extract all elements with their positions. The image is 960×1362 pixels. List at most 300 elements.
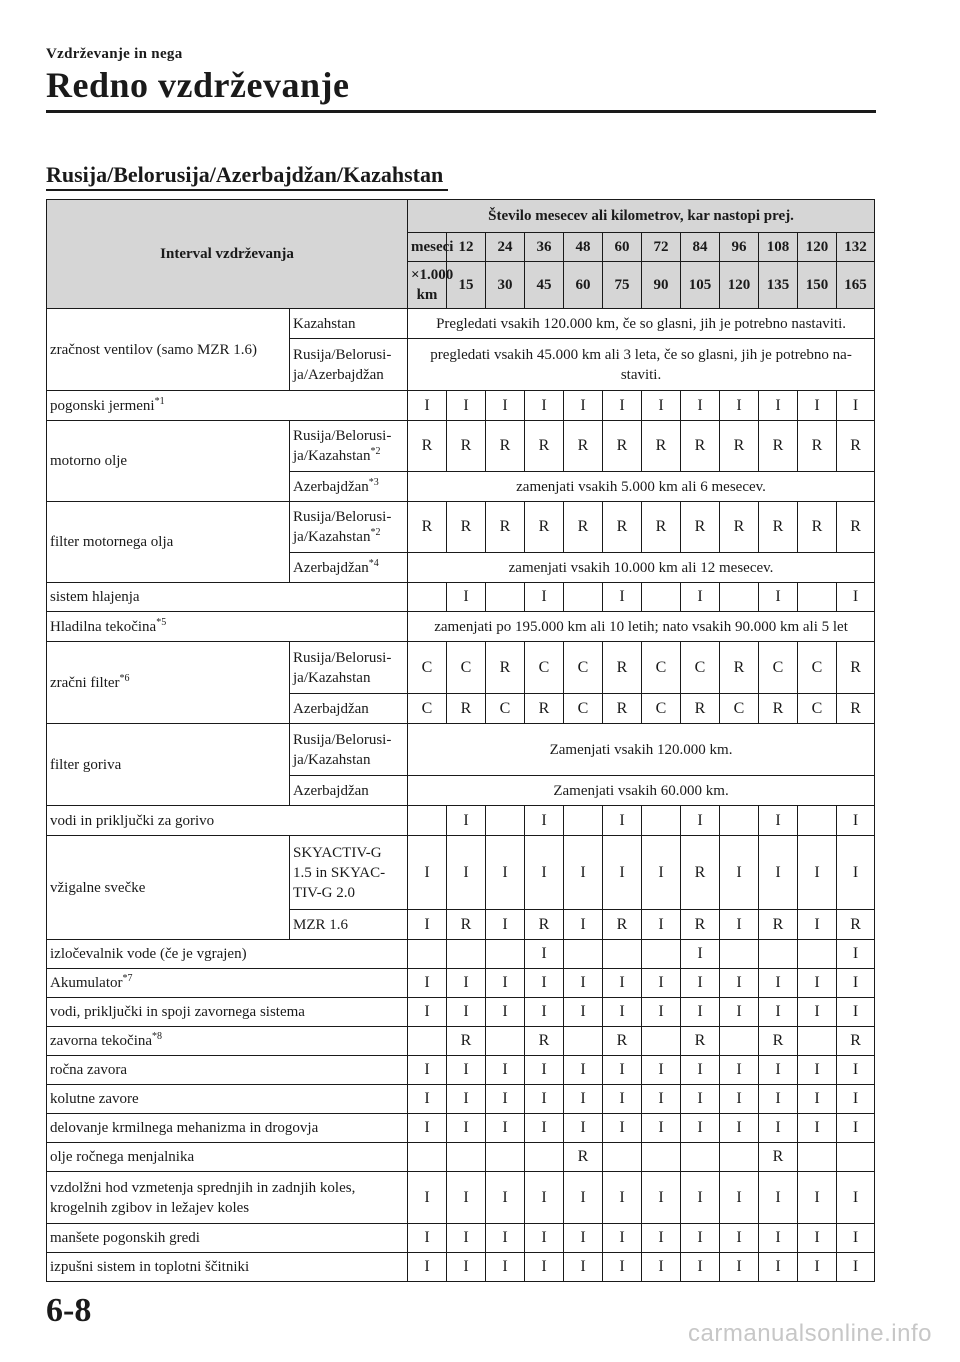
interval-cell: I (837, 1172, 875, 1224)
interval-cell (720, 940, 759, 969)
month-cell: 24 (486, 233, 525, 262)
table-row (47, 612, 875, 642)
interval-cell: R (642, 502, 681, 553)
item-name: vodi, priključki in spoji zavornega sistema (47, 998, 408, 1027)
section-heading: Vzdrževanje in nega (46, 46, 183, 62)
item-drive-belts: pogonski jermeni$^{*1}$ (47, 391, 408, 421)
km-cell: 150 (798, 262, 837, 309)
interval-cell: R (603, 694, 642, 724)
interval-cell: R (603, 642, 642, 694)
interval-cell: I (798, 969, 837, 998)
interval-cell: I (564, 391, 603, 421)
interval-cell (642, 583, 681, 612)
interval-cell: R (525, 502, 564, 553)
month-cell: 120 (798, 233, 837, 262)
table-row (47, 502, 875, 553)
interval-cell: R (759, 1027, 798, 1056)
item-coolant: Hladilna tekočina$^{*5}$ (47, 612, 408, 642)
item-name: vzdolžni hod vzmetenja sprednjih in zadnjih koles, krogelnih zgibov in ležajev koles (47, 1172, 408, 1224)
interval-note: Zamenjati vsakih 120.000 km. (408, 724, 875, 776)
interval-cell: R (447, 910, 486, 940)
item-fuel-filter: filter goriva (47, 724, 290, 806)
interval-cell: I (798, 1056, 837, 1085)
table-row (47, 724, 875, 776)
interval-note: zamenjati po 195.000 km ali 10 letih; nato vsakih 90.000 km ali 5 let (408, 612, 875, 642)
interval-cell: C (798, 694, 837, 724)
interval-cell: R (759, 421, 798, 472)
interval-cell: I (837, 1253, 875, 1282)
interval-cell: C (408, 642, 447, 694)
interval-cell: R (681, 694, 720, 724)
interval-cell: R (603, 1027, 642, 1056)
interval-cell: I (837, 1085, 875, 1114)
interval-cell: R (525, 1027, 564, 1056)
interval-cell: I (408, 836, 447, 910)
interval-cell: I (681, 1085, 720, 1114)
interval-cell: I (525, 836, 564, 910)
month-cell: 84 (681, 233, 720, 262)
interval-cell: I (525, 391, 564, 421)
region-label: Rusija/Belorusi-ja/Azerbajdžan (290, 339, 408, 391)
interval-cell (798, 940, 837, 969)
km-cell: 120 (720, 262, 759, 309)
interval-cell: C (759, 642, 798, 694)
interval-cell: I (525, 1056, 564, 1085)
interval-cell (486, 940, 525, 969)
interval-note: pregledati vsakih 45.000 km ali 3 leta, če so glasni, jih je potrebno na-staviti. (408, 339, 875, 391)
interval-cell: R (837, 642, 875, 694)
interval-cell: I (759, 1056, 798, 1085)
maintenance-schedule-table (46, 199, 875, 1282)
interval-cell: R (759, 502, 798, 553)
interval-cell: I (486, 1253, 525, 1282)
interval-cell: I (759, 1114, 798, 1143)
interval-cell: I (759, 391, 798, 421)
interval-cell: I (603, 1253, 642, 1282)
interval-cell: I (447, 583, 486, 612)
subtitle-underline (46, 189, 448, 191)
interval-cell: C (564, 642, 603, 694)
interval-cell: R (681, 1027, 720, 1056)
item-name: ročna zavora (47, 1056, 408, 1085)
interval-cell: I (681, 583, 720, 612)
months-label: meseci (408, 233, 447, 262)
interval-cell: I (603, 836, 642, 910)
interval-cell: I (408, 1085, 447, 1114)
interval-cell: R (759, 1143, 798, 1172)
interval-cell (564, 940, 603, 969)
interval-cell: R (681, 910, 720, 940)
interval-cell: I (447, 1224, 486, 1253)
page-number: 6-8 (46, 1292, 92, 1329)
interval-cell: I (837, 969, 875, 998)
interval-cell (486, 1143, 525, 1172)
interval-cell: R (720, 502, 759, 553)
interval-cell (798, 1143, 837, 1172)
interval-cell: I (759, 583, 798, 612)
interval-cell: I (486, 1056, 525, 1085)
interval-note: zamenjati vsakih 5.000 km ali 6 mesecev. (408, 472, 875, 502)
interval-cell: I (525, 583, 564, 612)
interval-cell: I (681, 1056, 720, 1085)
region-label: Rusija/Belorusi-ja/Kazahstan$^{*2}$ (290, 502, 408, 553)
interval-cell: I (603, 1114, 642, 1143)
km-cell: 15 (447, 262, 486, 309)
interval-cell: I (525, 1253, 564, 1282)
interval-cell: I (681, 806, 720, 836)
interval-cell: I (603, 998, 642, 1027)
region-subtitle: Rusija/Belorusija/Azerbajdžan/Kazahstan (46, 162, 444, 187)
interval-cell (408, 806, 447, 836)
interval-cell: I (564, 1114, 603, 1143)
item-name: olje ročnega menjalnika (47, 1143, 408, 1172)
interval-cell: I (681, 1172, 720, 1224)
interval-cell: R (486, 642, 525, 694)
table-row (47, 1027, 875, 1056)
interval-cell: I (642, 836, 681, 910)
interval-cell: I (642, 1085, 681, 1114)
interval-cell: I (486, 1172, 525, 1224)
interval-cell: I (798, 1224, 837, 1253)
interval-cell (525, 1143, 564, 1172)
interval-cell (681, 1143, 720, 1172)
interval-cell: I (603, 1056, 642, 1085)
interval-cell: I (447, 1056, 486, 1085)
interval-cell: I (564, 1056, 603, 1085)
interval-cell: I (681, 940, 720, 969)
interval-cell (642, 940, 681, 969)
interval-cell: I (720, 910, 759, 940)
region-label: Azerbajdžan$^{*3}$ (290, 472, 408, 502)
interval-cell: I (525, 940, 564, 969)
interval-cell: R (720, 421, 759, 472)
interval-cell: I (759, 836, 798, 910)
month-cell: 72 (642, 233, 681, 262)
interval-cell: I (759, 1172, 798, 1224)
item-oil-filter: filter motornega olja (47, 502, 290, 583)
interval-cell: C (525, 642, 564, 694)
km-cell: 30 (486, 262, 525, 309)
interval-cell: I (642, 1224, 681, 1253)
item-fuel-lines: vodi in priključki za gorivo (47, 806, 408, 836)
interval-cell: I (447, 1114, 486, 1143)
km-cell: 105 (681, 262, 720, 309)
interval-cell: I (798, 1114, 837, 1143)
interval-cell: C (564, 694, 603, 724)
interval-cell: I (720, 1253, 759, 1282)
interval-cell: I (681, 1224, 720, 1253)
interval-cell: I (525, 998, 564, 1027)
interval-cell: R (681, 836, 720, 910)
interval-cell: R (759, 694, 798, 724)
interval-cell (720, 1143, 759, 1172)
span-header: Število mesecev ali kilometrov, kar nastopi prej. (408, 200, 875, 233)
interval-cell: I (486, 1224, 525, 1253)
item-name: delovanje krmilnega mehanizma in drogovja (47, 1114, 408, 1143)
region-label: Rusija/Belorusi-ja/Kazahstan$^{*2}$ (290, 421, 408, 472)
interval-cell: I (525, 969, 564, 998)
interval-cell: I (642, 1253, 681, 1282)
interval-cell: I (837, 1114, 875, 1143)
item-name: kolutne zavore (47, 1085, 408, 1114)
table-row (47, 1056, 875, 1085)
interval-cell (798, 1027, 837, 1056)
interval-cell (642, 806, 681, 836)
interval-cell: R (837, 421, 875, 472)
interval-cell: I (837, 391, 875, 421)
interval-cell: I (564, 1253, 603, 1282)
interval-cell: I (564, 836, 603, 910)
interval-cell: R (408, 502, 447, 553)
table-row (47, 1085, 875, 1114)
interval-cell: R (525, 421, 564, 472)
interval-cell: I (837, 940, 875, 969)
interval-cell: I (759, 806, 798, 836)
km-cell: 135 (759, 262, 798, 309)
interval-cell: R (525, 694, 564, 724)
interval-cell: I (681, 391, 720, 421)
interval-cell: I (408, 1253, 447, 1282)
interval-cell: I (603, 1224, 642, 1253)
interval-cell: I (759, 998, 798, 1027)
interval-cell: I (486, 1085, 525, 1114)
interval-cell: I (408, 969, 447, 998)
interval-cell: R (681, 502, 720, 553)
interval-cell: R (798, 502, 837, 553)
interval-cell: I (798, 1253, 837, 1282)
interval-cell: R (837, 694, 875, 724)
interval-cell: I (720, 969, 759, 998)
interval-cell: I (681, 969, 720, 998)
table-row (47, 940, 875, 969)
item-name: Akumulator$^{*7}$ (47, 969, 408, 998)
interval-cell: I (720, 1085, 759, 1114)
interval-cell (603, 1143, 642, 1172)
item-air-filter: zračni filter$^{*6}$ (47, 642, 290, 724)
interval-cell: C (642, 694, 681, 724)
watermark: carmanualsonline.info (688, 1320, 932, 1347)
interval-cell: I (525, 1085, 564, 1114)
interval-cell: I (720, 391, 759, 421)
interval-cell: I (837, 806, 875, 836)
interval-cell: I (837, 1224, 875, 1253)
month-cell: 108 (759, 233, 798, 262)
km-cell: 165 (837, 262, 875, 309)
interval-cell: I (603, 969, 642, 998)
item-name: zavorna tekočina$^{*8}$ (47, 1027, 408, 1056)
interval-cell: R (837, 910, 875, 940)
interval-cell: I (447, 1085, 486, 1114)
interval-cell: I (564, 1172, 603, 1224)
interval-cell: R (447, 421, 486, 472)
interval-cell: I (837, 998, 875, 1027)
interval-cell: I (642, 998, 681, 1027)
interval-cell: I (603, 583, 642, 612)
interval-cell: I (486, 391, 525, 421)
table-row (47, 421, 875, 472)
interval-cell: R (564, 421, 603, 472)
interval-cell: I (408, 910, 447, 940)
region-label: MZR 1.6 (290, 910, 408, 940)
table-row (47, 1114, 875, 1143)
interval-cell (486, 806, 525, 836)
region-label: Azerbajdžan (290, 694, 408, 724)
interval-cell: I (642, 910, 681, 940)
interval-cell: I (408, 998, 447, 1027)
interval-cell: I (603, 1172, 642, 1224)
interval-cell: I (759, 1085, 798, 1114)
interval-cell (486, 1027, 525, 1056)
table-row (47, 806, 875, 836)
interval-cell (408, 940, 447, 969)
region-label: Rusija/Belorusi-ja/Kazahstan (290, 642, 408, 694)
interval-cell: I (447, 1172, 486, 1224)
interval-cell: I (564, 998, 603, 1027)
interval-note: Pregledati vsakih 120.000 km, če so glasni, jih je potrebno nastaviti. (408, 309, 875, 339)
interval-cell: I (798, 998, 837, 1027)
interval-cell: I (759, 1253, 798, 1282)
interval-cell: I (720, 836, 759, 910)
interval-note: Zamenjati vsakih 60.000 km. (408, 776, 875, 806)
interval-cell: R (837, 502, 875, 553)
month-cell: 132 (837, 233, 875, 262)
interval-cell (798, 583, 837, 612)
region-label: Azerbajdžan (290, 776, 408, 806)
interval-cell: I (642, 1114, 681, 1143)
item-name: manšete pogonskih gredi (47, 1224, 408, 1253)
table-row (47, 391, 875, 421)
km-cell: 60 (564, 262, 603, 309)
month-cell: 60 (603, 233, 642, 262)
interval-cell: I (798, 910, 837, 940)
table-row (47, 969, 875, 998)
item-name: izločevalnik vode (če je vgrajen) (47, 940, 408, 969)
interval-cell: I (798, 391, 837, 421)
month-cell: 48 (564, 233, 603, 262)
interval-cell (564, 583, 603, 612)
item-engine-oil: motorno olje (47, 421, 290, 502)
interval-cell: I (759, 969, 798, 998)
table-row (47, 1143, 875, 1172)
interval-cell: R (720, 642, 759, 694)
interval-cell: R (486, 421, 525, 472)
interval-cell: I (525, 806, 564, 836)
interval-cell: I (486, 998, 525, 1027)
interval-cell (837, 1143, 875, 1172)
interval-cell: R (447, 694, 486, 724)
interval-cell (408, 583, 447, 612)
interval-cell: I (486, 1114, 525, 1143)
interval-cell: I (798, 1085, 837, 1114)
title-divider (46, 110, 876, 113)
interval-cell: R (603, 502, 642, 553)
table-row (47, 836, 875, 910)
interval-cell: I (603, 806, 642, 836)
interval-cell: R (798, 421, 837, 472)
interval-cell: I (408, 391, 447, 421)
interval-cell: I (447, 1253, 486, 1282)
interval-cell: I (603, 391, 642, 421)
interval-cell (486, 583, 525, 612)
interval-cell: I (408, 1056, 447, 1085)
interval-cell: I (564, 1085, 603, 1114)
interval-cell: I (447, 998, 486, 1027)
region-label: Kazahstan (290, 309, 408, 339)
interval-cell: I (408, 1172, 447, 1224)
table-row (47, 1253, 875, 1282)
interval-cell: I (837, 1056, 875, 1085)
interval-cell (447, 940, 486, 969)
interval-cell: I (603, 1085, 642, 1114)
table-row (47, 309, 875, 339)
interval-cell: R (642, 421, 681, 472)
interval-cell: I (486, 910, 525, 940)
interval-cell: I (447, 806, 486, 836)
interval-cell: C (681, 642, 720, 694)
interval-cell (603, 940, 642, 969)
interval-cell: I (798, 1172, 837, 1224)
interval-cell (720, 1027, 759, 1056)
interval-cell: I (759, 1224, 798, 1253)
interval-cell: C (720, 694, 759, 724)
interval-cell (408, 1027, 447, 1056)
interval-cell: I (642, 969, 681, 998)
item-spark-plugs: vžigalne svečke (47, 836, 290, 940)
interval-cell (759, 940, 798, 969)
interval-cell: I (681, 998, 720, 1027)
interval-cell: C (447, 642, 486, 694)
table-row (47, 998, 875, 1027)
interval-cell: I (525, 1114, 564, 1143)
interval-cell: C (486, 694, 525, 724)
interval-cell (564, 1027, 603, 1056)
interval-cell: I (564, 1224, 603, 1253)
interval-cell: R (837, 1027, 875, 1056)
item-valve-clearance: zračnost ventilov (samo MZR 1.6) (47, 309, 290, 391)
item-cooling-system: sistem hlajenja (47, 583, 408, 612)
interval-cell: I (837, 583, 875, 612)
interval-cell (408, 1143, 447, 1172)
region-label: Rusija/Belorusi-ja/Kazahstan (290, 724, 408, 776)
interval-header: Interval vzdrževanja (47, 200, 408, 309)
month-cell: 96 (720, 233, 759, 262)
table-row (47, 1224, 875, 1253)
interval-cell: I (720, 1056, 759, 1085)
interval-cell: I (720, 1114, 759, 1143)
interval-cell: I (681, 1114, 720, 1143)
interval-cell: I (525, 1172, 564, 1224)
interval-cell: R (408, 421, 447, 472)
month-cell: 36 (525, 233, 564, 262)
interval-cell: R (759, 910, 798, 940)
interval-cell (642, 1027, 681, 1056)
interval-cell (798, 806, 837, 836)
interval-cell: I (837, 836, 875, 910)
km-cell: 75 (603, 262, 642, 309)
interval-cell (720, 806, 759, 836)
interval-cell: I (720, 998, 759, 1027)
interval-cell: I (408, 1114, 447, 1143)
interval-cell: R (486, 502, 525, 553)
interval-cell: C (642, 642, 681, 694)
interval-cell: I (642, 391, 681, 421)
interval-cell: R (564, 1143, 603, 1172)
interval-cell: I (525, 1224, 564, 1253)
interval-cell: R (447, 1027, 486, 1056)
table-row (47, 1172, 875, 1224)
interval-cell: I (681, 1253, 720, 1282)
interval-cell: R (447, 502, 486, 553)
